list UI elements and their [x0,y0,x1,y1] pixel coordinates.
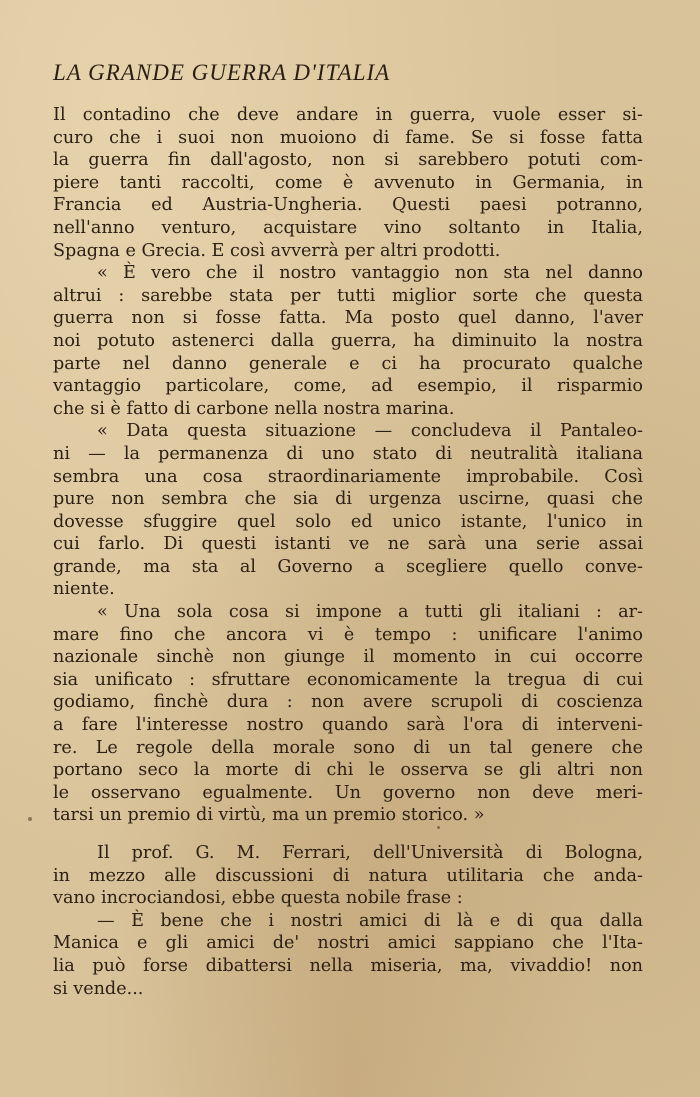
text-line: sembra una cosa straordinariamente improbabile. Così [53,466,643,487]
paragraph [53,420,643,601]
text-line: portano seco la morte di chi le osserva se gli altri non [53,760,643,781]
text-line: Francia ed Austria-Ungheria. Questi paesi potranno, [53,195,643,216]
text-line: guerra non si fosse fatta. Ma posto quel danno, l'aver [53,308,643,329]
text-line: pure non sembra che sia di urgenza uscirne, quasi che [53,489,643,510]
text-line: cui farlo. Di questi istanti ve ne sarà una serie assai [53,534,643,555]
text-line: a fare l'interesse nostro quando sarà l'ora di interveni- [53,715,643,736]
text-line: « È vero che il nostro vantaggio non sta nel danno [97,263,643,284]
text-line: grande, ma sta al Governo a scegliere quello conve- [53,556,643,577]
text-line: nell'anno venturo, acquistare vino soltanto in Italia, [53,217,643,238]
text-line: Spagna e Grecia. E così avverrà per altri prodotti. [53,240,501,261]
text-line: le osservano egualmente. Un governo non deve meri- [53,782,643,803]
text-line: — È bene che i nostri amici di là e di qua dalla [97,910,643,931]
text-line: mare fino che ancora vi è tempo : unificare l'animo [53,624,643,645]
text-line: Manica e gli amici de' nostri amici sappiano che l'Ita- [53,933,643,954]
paragraph [53,910,643,1000]
text-line: « Data questa situazione — concludeva il Pantaleo- [97,421,643,442]
paragraph [53,262,643,420]
text-line: piere tanti raccolti, come è avvenuto in Germania, in [53,172,643,193]
paragraph [53,601,643,827]
text-line: sia unificato : sfruttare economicamente la tregua di cui [53,669,643,690]
text-line: « Una sola cosa si impone a tutti gli italiani : ar- [97,602,643,623]
text-line: noi potuto astenerci dalla guerra, ha diminuito la nostra [53,330,643,351]
text-line: parte nel danno generale e ci ha procurato qualche [53,353,643,374]
text-line: re. Le regole della morale sono di un tal genere che [53,737,643,758]
text-line: altrui : sarebbe stata per tutti miglior sorte che questa [53,285,643,306]
text-line: che si è fatto di carbone nella nostra marina. [53,398,455,419]
text-line: Il prof. G. M. Ferrari, dell'Università di Bologna, [97,843,643,863]
paper-fleck [437,826,440,829]
text-line: nazionale sinchè non giunge il momento in cui occorre [53,647,643,668]
text-line: godiamo, finchè dura : non avere scrupoli di coscienza [53,692,643,713]
paragraph [53,104,643,262]
text-line: ni — la permanenza di uno stato di neutralità italiana [53,443,643,464]
text-line: vano incrociandosi, ebbe questa nobile frase : [53,888,463,909]
text-block-main [53,104,643,827]
running-head: LA GRANDE GUERRA D'ITALIA [53,60,391,85]
text-line: curo che i suoi non muoiono di fame. Se si fosse fatta [53,127,643,148]
text-line: dovesse sfuggire quel solo ed unico istante, l'unico in [53,511,643,532]
text-block-ferrari [53,842,643,1000]
paragraph [53,842,643,910]
text-line: vantaggio particolare, come, ad esempio, il risparmio [53,376,643,397]
text-line: Il contadino che deve andare in guerra, vuole esser si- [53,105,643,125]
text-line: tarsi un premio di virtù, ma un premio storico. » [53,805,485,826]
paper-fleck [28,817,32,821]
text-line: si vende... [53,978,144,999]
text-line: niente. [53,579,115,600]
text-line: in mezzo alle discussioni di natura utilitaria che anda- [53,865,643,886]
text-line: lia può forse dibattersi nella miseria, ma, vivaddio! non [53,955,643,976]
text-line: la guerra fin dall'agosto, non si sarebbero potuti com- [53,150,643,171]
